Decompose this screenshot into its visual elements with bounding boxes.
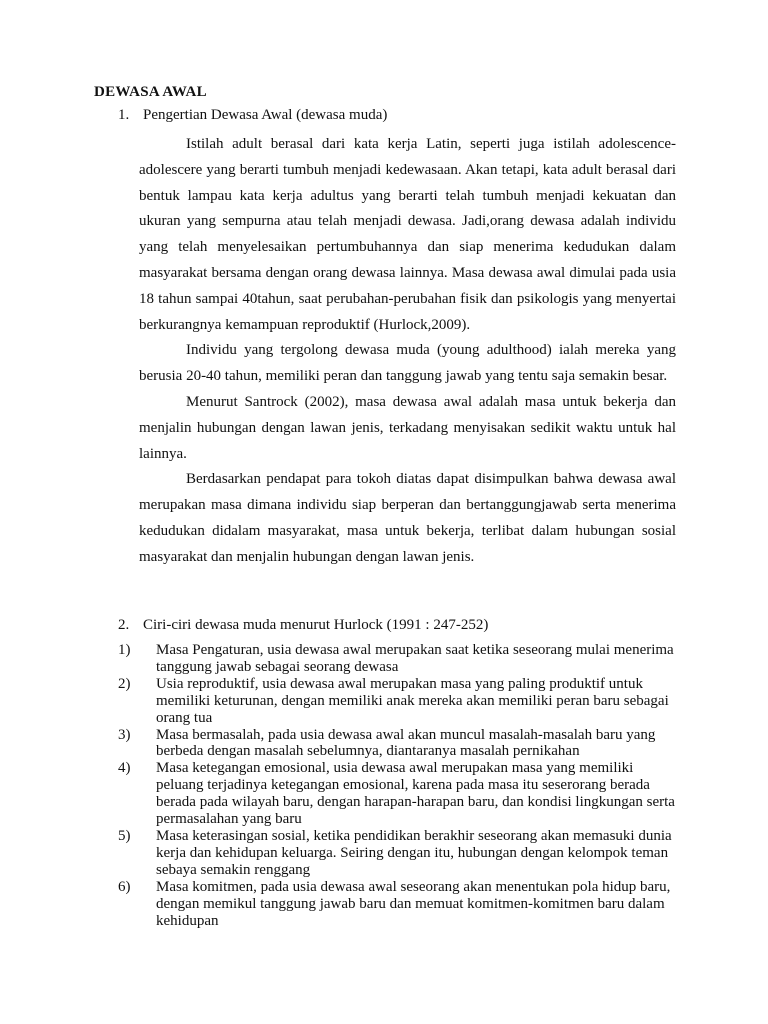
list-item-text: Masa keterasingan sosial, ketika pendidikan berakhir seseorang akan memasuki dunia kerja dan kehidupan keluarga. Seiring dengan itu, hubungan dengan kelompok teman sebaya semakin renggang: [156, 827, 672, 878]
list-item-number: 5): [118, 827, 131, 844]
paragraph-1: Istilah adult berasal dari kata kerja Latin, seperti juga istilah adolescence-adolescere yang berarti tumbuh menjadi kedewasaan. Akan tetapi, kata adult berasal dari bentuk lampau kata kerja adultus yang berarti telah tumbuh menjadi kekuatan dan ukuran yang sempurna atau telah menjadi dewasa. Jadi,orang dewasa adalah individu yang telah menyelesaikan pertumbuhannya dan siap menerima kedudukan dalam masyarakat bersama dengan orang dewasa lainnya. Masa dewasa awal dimulai pada usia 18 tahun sampai 40tahun, saat perubahan-perubahan fisik dan psikologis yang menyertai berkurangnya kemampuan reproduktif (Hurlock,2009).: [139, 136, 676, 333]
list-item-text: Usia reproduktif, usia dewasa awal merupakan masa yang paling produktif untuk memiliki keturunan, dengan memiliki anak mereka akan memiliki peran baru sebagai orang tua: [156, 675, 669, 726]
list-item: [118, 760, 678, 828]
list-item: [118, 727, 678, 761]
list-item-text: Masa komitmen, pada usia dewasa awal seseorang akan menentukan pola hidup baru, dengan memikul tanggung jawab baru dan memuat komitmen-komitmen baru dalam kehidupan: [156, 878, 671, 929]
list-item: [118, 828, 678, 879]
paragraph-3: Menurut Santrock (2002), masa dewasa awal adalah masa untuk bekerja dan menjalin hubungan dengan lawan jenis, terkadang menyisakan sedikit waktu untuk hal lainnya.: [139, 393, 676, 462]
list-item-text: Masa Pengaturan, usia dewasa awal merupakan saat ketika seseorang mulai menerima tanggung jawab sebagai seorang dewasa: [156, 642, 674, 675]
list-item: [118, 676, 678, 727]
document-title: DEWASA AWAL: [94, 84, 207, 100]
characteristics-list: [118, 642, 678, 929]
list-item-number: 4): [118, 760, 131, 777]
list-item-text: Masa ketegangan emosional, usia dewasa awal merupakan masa yang memiliki peluang terjadinya ketegangan emosional, karena pada masa itu seserorang berada berada pada wilayah baru, dengan harapan-harapan baru, dan kondisi lingkungan serta permasalahan yang baru: [156, 760, 675, 828]
paragraph-4: Berdasarkan pendapat para tokoh diatas dapat disimpulkan bahwa dewasa awal merupakan masa dimana individu siap berperan dan bertanggungjawab serta menerima kedudukan didalam masyarakat, masa untuk bekerja, terlibat dalam hubungan sosial masyarakat dan menjalin hubungan dengan lawan jenis.: [139, 471, 676, 565]
section-2-number: 2.: [118, 617, 130, 633]
list-item-text: Masa bermasalah, pada usia dewasa awal akan muncul masalah-masalah baru yang berbeda dengan masalah sebelumnya, diantaranya masalah pernikahan: [156, 726, 656, 760]
list-item: [118, 879, 678, 930]
paragraph-2: Individu yang tergolong dewasa muda (young adulthood) ialah mereka yang berusia 20-40 tahun, memiliki peran dan tanggung jawab yang tentu saja semakin besar.: [139, 342, 676, 385]
section-1-title: Pengertian Dewasa Awal (dewasa muda): [143, 107, 388, 123]
list-item-number: 1): [118, 642, 131, 658]
list-item-number: 6): [118, 878, 131, 895]
section-2-title: Ciri-ciri dewasa muda menurut Hurlock (1991 : 247-252): [143, 617, 489, 633]
list-item-number: 2): [118, 675, 131, 692]
list-item-number: 3): [118, 726, 131, 743]
section-1-body: [139, 132, 676, 571]
section-1-number: 1.: [118, 107, 130, 123]
list-item: [118, 642, 678, 676]
